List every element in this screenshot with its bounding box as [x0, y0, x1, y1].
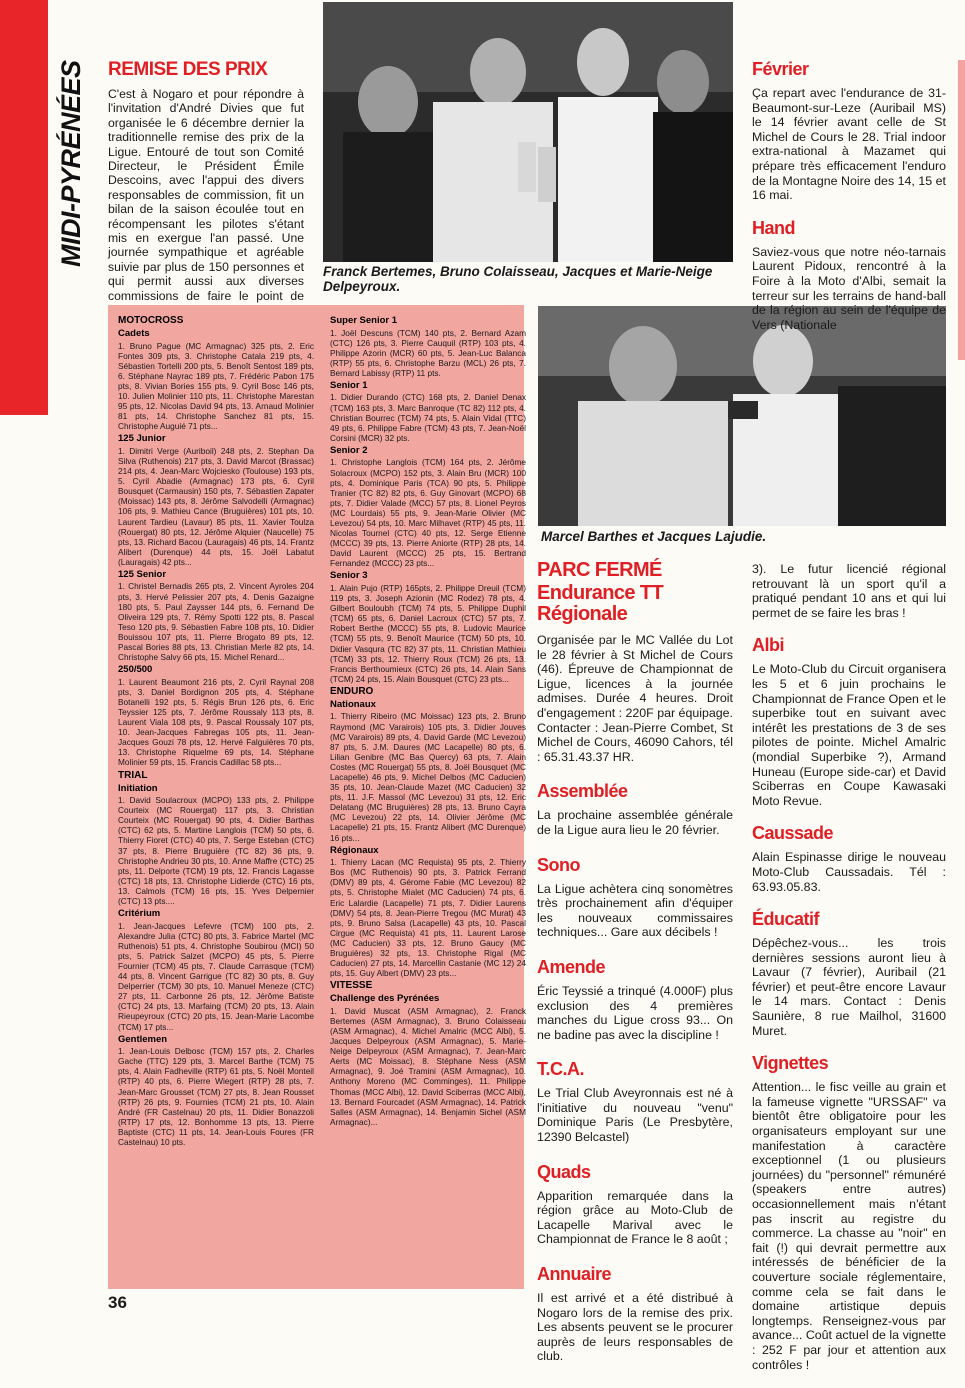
middle-column	[537, 560, 733, 1382]
edge-color-strip	[958, 60, 965, 360]
results-column-1	[118, 313, 314, 1149]
results-entry: 1. Jean-Louis Delbosc (TCM) 157 pts, 2. Charles Gache (TTC) 129 pts, 3. Marcel Barthe (TCM) 75 pts, 4. Alain Fadheville (RTP) 61 pts, 5. Noël Monteil (RTP) 40 pts, 6. Pierre Wiegert (RTP) 28 pts, 7. Jean-Marc Grousset (TCM) 27 pts, 8. Jean Rousset (RTP) 26 pts, 9. Fournies (TCM) 21 pts, 10. Alain André (FR Castelnau) 20 pts, 11. Didier Bonazzoli (RTP) 17 pts, 12. Bonhomme 13 pts, 13. Pierre Baptiste (CTC) 11 pts, 14. Jean-Louis Foures (FR Castelnau) 10 pts.	[118, 1046, 314, 1147]
news-text: Saviez-vous que notre néo-tarnais Laurent Pidoux, rencontré à la Foire à la Moto d'Albi, semait la terreur sur les terrains de hand-ball de la région au sein de l'équipe de Vers (Nationale	[752, 244, 946, 332]
results-heading: Senior 2	[330, 444, 368, 456]
news-text: Éric Teyssié a trinqué (4.000F) plus exclusion des 4 premières manches du Ligue cross 93... On ne badine pas avec la discipline !	[537, 983, 733, 1042]
results-heading: 125 Senior	[118, 568, 167, 580]
results-heading: Senior 1	[330, 379, 368, 391]
results-heading: Cadets	[118, 328, 150, 339]
news-text: La prochaine assemblée générale de la Ligue aura lieu le 20 février.	[537, 808, 733, 837]
news-text: Le Moto-Club du Circuit organisera les 5 et 6 juin prochains le Championnat de France Open et le superbike tout en suivant avec intérêt les prestations de 3 de ses pilotes de pointe. Michel Amalric (mondial Superbike ?), Armand Huneau (Europe side-car) et David Sciberras en Coupe Kawasaki Moto Revue.	[752, 662, 946, 808]
news-text: Il est arrivé et a été distribué à Nogaro lors de la remise des prix. Les absents peuvent se le procurer auprès de leurs responsables de club.	[537, 1291, 733, 1364]
results-entry: 1. Didier Durando (CTC) 168 pts, 2. Daniel Denax (TCM) 163 pts, 3. Marc Banroque (TC 82) 112 pts, 4. Christian Bourrec (TCM) 74 pts, 5. Alain Vidal (TTC) 49 pts, 6. Philippe Fabre (TCM) 43 pts, 7. Jean-Noël Corsini (MCR) 32 pts.	[330, 392, 526, 443]
news-text: Alain Espinasse dirige le nouveau Moto-Club Caussadais. Tél : 63.93.05.83.	[752, 850, 946, 894]
results-entry: 1. Laurent Beaumont 216 pts, 2. Cyril Raynal 208 pts, 3. Daniel Bordignon 205 pts, 4. Stéphane Botanelli 192 pts, 5. Régis Brun 126 pts, 6. Eric Teyssier 125 pts, 7. Jérôme Roussaly 113 pts, 8. Laurent Viala 108 pts, 9. Pascal Roussaly 107 pts, 10. Jean-Jacques Fabregas 105 pts, 11. Jean-Jacques Gouzi 78 pts, 12. Hervé Falguières 70 pts, 13. Christophe Riquelme 69 pts, 14. Stéphane Molinier 59 pts, 15. Francis Cadillac 58 pts...	[118, 676, 314, 768]
news-title: T.C.A.	[537, 1059, 585, 1080]
news-text: Organisée par le MC Vallée du Lot le 28 février à St Michel de Cours (46). Épreuve de Championnat de Ligue, licences à la journée admises. Durée 4 heures. Droit d'engagement : 220F par équipage. Contacter : Jean-Pierre Combet, St Michel de Cours, 46090 Cahors, tél : 65.31.43.37 HR.	[537, 633, 733, 764]
results-heading: 125 Junior	[118, 433, 166, 445]
results-entry: 1. Jean-Jacques Lefevre (TCM) 100 pts, 2. Alexandre Julia (CTC) 80 pts, 3. Fabrice Martel (MC Ruthenois) 51 pts, 4. Christophe Soubirou (MCI) 50 pts, 5. Patrick Salzet (MCPO) 45 pts, 5. Pierre Fournier (TCM) 45 pts, 7. Claude Carrasque (TCM) 44 pts, 8. Vincent Garrigue (TC 82) 30 pts, 8. Guy Delperrier (TCM) 30 pts, 10. Manuel Meneze (CTC) 27 pts, 11. Carbonne 26 pts, 12. Jérôme Batiste (CTC) 24 pts, 13. Marfaing (TCM) 20 pts, 13. Alain Rieupeyroux (CTC) 20 pts, 15. Jean-Marie Lacombe (TCM) 17 pts...	[118, 920, 314, 1032]
news-title: Sono	[537, 854, 580, 875]
results-entry: 1. Dimitri Verge (Auriboil) 248 pts, 2. Stephan Da Silva (Ruthenois) 217 pts, 3. David Marcot (Brassac) 214 pts, 4. Jean-Marc Wojciesko (Toulouse) 193 pts, 5. Cyril Abadie (Armagnac) 173 pts, 6. Cyril Bousquet (Carmausin) 150 pts, 7. Sébastien Zapater (Moissac) 143 pts, 8. Jérôme Salvodelli (Armagnac) 106 pts, 9. Mathieu Cance (Bruguières) 101 pts, 10. Laurent Tardieu (Lavaur) 85 pts, 11. Xavier Toulza (Rouergat) 80 pts, 12. Jérôme Alquier (Naucelle) 75 pts, 13. Richard Bacou (Lauragais) 46 pts, 14. Frantz Alibert (Durenque) 44 pts, 15. Joël Labatut (Lauragais) 42 pts...	[118, 445, 314, 567]
news-item	[537, 782, 733, 837]
news-item	[537, 1163, 733, 1247]
news-title: Amende	[537, 956, 606, 977]
results-heading: MOTOCROSS	[118, 315, 184, 326]
remise-text: C'est à Nogaro et pour répondre à l'invitation d'André Divies que fut organisée le 6 décembre dernier la traditionnelle remise des prix de la Ligue. Entouré de tout son Comité Directeur, le Président Émile Descoins, avec l'appui des divers responsables de commission, fit un bilan de la saison écoulée tout en récompensant les pilotes s'étant mis en exergue l'an passé. Une journée sympathique et agréable suivie par plus de 150 personnes et qui permit aussi aux diverses commissions de faire le point de	[108, 87, 304, 303]
photo1-caption: Franck Bertemes, Bruno Colaisseau, Jacques et Marie-Neige Delpeyroux.	[323, 264, 713, 294]
results-heading: VITESSE	[330, 980, 373, 992]
news-title: Caussade	[752, 823, 834, 844]
news-item	[752, 1054, 946, 1372]
news-item	[752, 562, 946, 620]
results-heading: Gentlemen	[118, 1033, 168, 1045]
results-heading: Super Senior 1	[330, 315, 398, 326]
news-title: Février	[752, 59, 809, 79]
results-heading: Nationaux	[330, 698, 376, 710]
news-title: PARC FERMÉ	[537, 559, 662, 581]
results-heading: 250/500	[118, 664, 153, 676]
news-text: Attention... le fisc veille au grain et la fameuse vignette "URSSAF" va bientôt être obligatoire pour les organisateurs employant sur une manifestation à caractère exceptionnel (1 ou plusieurs journées) du "personnel" rémunéré (speakers entre autres) occasionnellement mais n'étant pas inscrit au registre du commerce. La chasse au "noir" en fait (!) qui devrait permettre aux intéressés de bénéficier de la couverture sociale réglementaire, comme cela se fait dans le domaine artistique depuis longtemps. Renseignez-vous par avance... Coût actuel de la vignette : 252 F par jour et attention aux contrôles !	[752, 1080, 946, 1372]
news-item	[537, 1060, 733, 1144]
right-column-top	[752, 60, 946, 348]
results-entry: 1. Christel Bernadis 265 pts, 2. Vincent Ayroles 204 pts, 3. Hervé Pelissier 207 pts, 4. Denis Gazaigne 180 pts, 5. Paul Zaysser 144 pts, 6. Fernand De Oliveira 129 pts, 7. Rémy Spotti 122 pts, 8. Pascal Teso 120 pts, 9. Sébastien Fabre 108 pts, 10. Didier Bouissou 107 pts, 11. Pierre Brogato 89 pts, 12. Pascal Bories 88 pts, 13. Christian Merle 82 pts, 14. Christophe Salvy 66 pts, 15. Michel Renard...	[118, 581, 314, 663]
news-text: 3). Le futur licencié régional retrouvant là un sport qu'il a pratiqué pendant 10 ans et qui lui permet de se faire les bras !	[752, 562, 946, 620]
news-text: Apparition remarquée dans la région grâce au Moto-Club de Lacapelle Marival avec le Championnat de France le 8 août ;	[537, 1188, 733, 1247]
news-title: Quads	[537, 1161, 591, 1182]
news-subtitle: Endurance TT Régionale	[537, 582, 664, 625]
news-text: La Ligue achètera cinq sonomètres très prochainement afin d'équiper les nouveaux commissaires techniques... Gare aux décibels !	[537, 881, 733, 940]
results-entry: 1. David Soulacroux (MCPO) 133 pts, 2. Philippe Courteix (MC Rouergat) 117 pts, 3. Christian Courteix (MC Rouergat) 90 pts, 4. Didier Barthas (CTC) 62 pts, 5. Martine Langlois (TCM) 50 pts, 6. Thierry Fioret (CTC) 40 pts, 7. Serge Esteban (CTC) 37 pts, 8. Pierre Bruguière (TC 82) 36 pts, 9. Christophe Andrieu 30 pts, 10. Anne Maffre (CTC) 25 pts, 11. Delporte (TCM) 19 pts, 12. Francis Lagasse (CTC) 18 pts, 13. Christophe Lidierde (CTC) 16 pts, 13. Calmols (TCM) 16 pts, 15. Yves Delpernier (CTC) 13 pts....	[118, 795, 314, 906]
photo2-caption: Marcel Barthes et Jacques Lajudie.	[541, 529, 767, 544]
prize-ceremony-photo-art	[323, 2, 733, 262]
section-color-bar	[0, 0, 48, 415]
results-heading: Initiation	[118, 782, 158, 794]
results-heading: Critérium	[118, 908, 161, 920]
results-entry: 1. Thierry Lacan (MC Requista) 95 pts, 2. Thierry Bos (MC Ruthenois) 90 pts, 3. Patrick Ferrand (DMV) 89 pts, 4. Gérome Fabie (MC Levezou) 82 pts, 5. Christophe Mialet (MC Caducien) 74 pts, 6. Eric Lalardie (Lacapelle) 71 pts, 7. Didier Laurens (DMV) 54 pts, 8. Jean-Pierre Tregou (MC Murat) 43 pts, 9. Bruno Salsa (Lacapelle) 43 pts, 10. Pascal Cirgue (MC Requista) 41 pts, 11. Laurent Larose (MC Caducien) 33 pts, 12. Bruno Gaucy (MC Bruguières) 32 pts, 13. Christophe Rigal (MC Caducien) 27 pts, 14. Marcellin Castanie (MC 12) 24 pts, 15. Guy Albert (DMV) 23 pts...	[330, 857, 526, 979]
news-title: Albi	[752, 635, 784, 656]
news-item	[537, 856, 733, 940]
page-number: 36	[108, 1293, 127, 1312]
results-heading: TRIAL	[118, 769, 148, 781]
results-entry: 1. Bruno Pague (MC Armagnac) 325 pts, 2. Eric Fontes 309 pts, 3. Christophe Catala 219 pts, 4. Sébastien Tortelli 200 pts, 5. Benoît Sentost 189 pts, 6. Stéphane Nayrac 189 pts, 7. Frédéric Pabon 175 pts, 8. Vivian Bories 155 pts, 9. Cyril Bosc 146 pts, 10. Julien Molinier 110 pts, 11. Christophe Marestan 95 pts, 12. Nicolas David 94 pts, 13. Arnaud Molinier 81 pts, 14. Christophe Sanchez 81 pts, 15. Christophe Auguié 71 pts...	[118, 340, 314, 432]
news-item	[752, 910, 946, 1038]
news-item	[537, 958, 733, 1042]
news-item	[752, 60, 946, 203]
news-title: Éducatif	[752, 909, 820, 930]
news-text: Dépêchez-vous... les trois dernières sessions auront lieu à Lavaur (7 février), Auribail (21 février) et peut-être encore Lavaur le 14 mars. Contact : Denis Saunière, 8 rue Mailhol, 31600 Muret.	[752, 936, 946, 1038]
news-title: Hand	[752, 217, 795, 238]
results-entry: 1. Alain Pujo (RTP) 165pts, 2. Philippe Dreuil (TCM) 119 pts, 3. Joseph Azionin (MC Rodez) 78 pts, 4. Gilbert Bouloubh (TCM) 74 pts, 5. Philippe Duphil (TCM) 65 pts, 6. Daniel Lacroux (CTC) 57 pts, 7. Robert Berthe (MCCC) 55 pts, 8. Ludovic Maurice (TCM) 55 pts, 9. Benoît Maurice (TCM) 50 pts, 10. Didier Vasqura (TC 82) 37 pts, 11. Christian Mathieu (TCM) 33 pts, 12. Thierry Roux (TCM) 26 pts, 13. Francis Berthoumieux (CTC) 26 pts, 14. Alain Sans (TCM) 24 pts, 15. Alain Bousquet (CTC) 23 pts...	[330, 582, 526, 684]
results-entry: 1. David Muscat (ASM Armagnac), 2. Franck Bertemes (ASM Armagnac), 3. Bruno Colaisseau (ASM Armagnac), 4. Michel Amalric (MCC Albi), 5. Jacques Delpeyroux (ASM Armagnac), 5. Marie-Neige Delpeyroux (ASM Armagnac), 7. Jean-Marc Aerts (MC Moissac), 8. Stéphane Ness (ASM Armagnac), 9. Joé Tramini (ASM Armagnac), 10. Anthony Moreno (MC Comminges), 11. Philippe Thomas (MCC Albi), 12. David Sciberras (MCC Albi), 13. Bernard Fourcadet (ASM Armagnac), 14. Patrick Salles (ASM Armagnac), 14. Benjamin Sichel (ASM Armagnac)...	[330, 1005, 526, 1127]
news-title: Annuaire	[537, 1264, 612, 1285]
news-text: Le Trial Club Aveyronnais est né à l'initiative du nouveau "venu" Dominique Paris (Le Presbytère, 12390 Belcastel)	[537, 1086, 733, 1145]
results-entry: 1. Joël Descuns (TCM) 140 pts, 2. Bernard Azam (CTC) 126 pts, 3. Pierre Cauquil (RTP) 103 pts, 4. Philippe Azorin (MCR) 60 pts, 5. Jean-Luc Balanca (RTP) 55 pts, 6. Christophe Barzu (MCL) 26 pts, 7. Bernard Labissy (RTP) 11 pts.	[330, 327, 526, 378]
news-item	[752, 824, 946, 894]
results-box	[108, 305, 524, 1289]
news-text: Ça repart avec l'endurance de 31-Beaumont-sur-Leze (Auribail MS) le 14 février avant celle de St Michel de Cours le 28. Trial indoor extra-national à Mazamet qui prépare très efficacement l'enduro de la Montagne Noire des 14, 15 et 16 mai.	[752, 86, 946, 203]
news-title: Vignettes	[752, 1053, 829, 1074]
prize-ceremony-photo	[323, 2, 733, 262]
results-heading: Régionaux	[330, 844, 379, 856]
remise-title: REMISE DES PRIX	[108, 59, 268, 80]
news-item	[537, 560, 733, 764]
results-column-2	[330, 313, 526, 1129]
results-heading: ENDURO	[330, 685, 374, 697]
results-entry: 1. Christophe Langlois (TCM) 164 pts, 2. Jérôme Solacroux (MCPO) 152 pts, 3. Alain Bru (MCR) 100 pts, 4. Dominique Paris (TCA) 90 pts, 5. Philippe Tranier (TC 82) 82 pts, 6. Guy Ginovart (MCPO) 68 pts, 7. Didier Valade (MCC) 57 pts, 8. Lionel Peyros (MC Lourdais) 55 pts, 9. Jean-Marie Olivier (MC Levezou) 54 pts, 10. Marc Milhavet (RTP) 45 pts, 11. Nicolas Tournel (CTC) 40 pts, 12. Serge Etienne (MCCC) 39 pts, 13. Pierre Aniorte (RTP) 28 pts, 14. David Laurent (MCCC) 25 pts, 15. Bertrand Fernandez (MCCC) 23 pts...	[330, 457, 526, 569]
news-title: Assemblée	[537, 781, 628, 802]
news-item	[752, 636, 946, 808]
section-label: MIDI-PYRÉNÉES	[56, 60, 86, 267]
results-heading: Challenge des Pyrénées	[330, 993, 440, 1005]
news-item	[537, 1265, 733, 1364]
right-column-bottom	[752, 562, 946, 1388]
remise-article	[108, 60, 304, 318]
results-entry: 1. Thierry Ribeiro (MC Moissac) 123 pts, 2. Bruno Raymond (MC Varairois) 105 pts, 3. Didier Jouves (MC Varairois) 89 pts, 4. David Garde (MC Levezou) 87 pts, 5. J.M. Daures (MC Lacapelle) 80 pts, 6. Lilian Genibre (MC Bas Quercy) 63 pts, 7. Alain Costes (MC Rouergat) 55 pts, 8. Joël Bousquet (MC Lacapelle) 46 pts, 9. Michel Delbos (MC Caducien) 35 pts, 10. Jean-Claude Mazet (MC Caducien) 32 pts, 11. J.F. Massol (MC Levezou) 31 pts, 12. Eric Delatang (MC Bruguières) 28 pts, 13. Bruno Cayra (MC Levezou) 22 pts, 14. Olivier Jérôme (MC Lacapelle) 21 pts, 15. Frantz Alibert (MC Durenque) 16 pts...	[330, 711, 526, 843]
results-heading: Senior 3	[330, 570, 368, 582]
news-item	[752, 219, 946, 333]
